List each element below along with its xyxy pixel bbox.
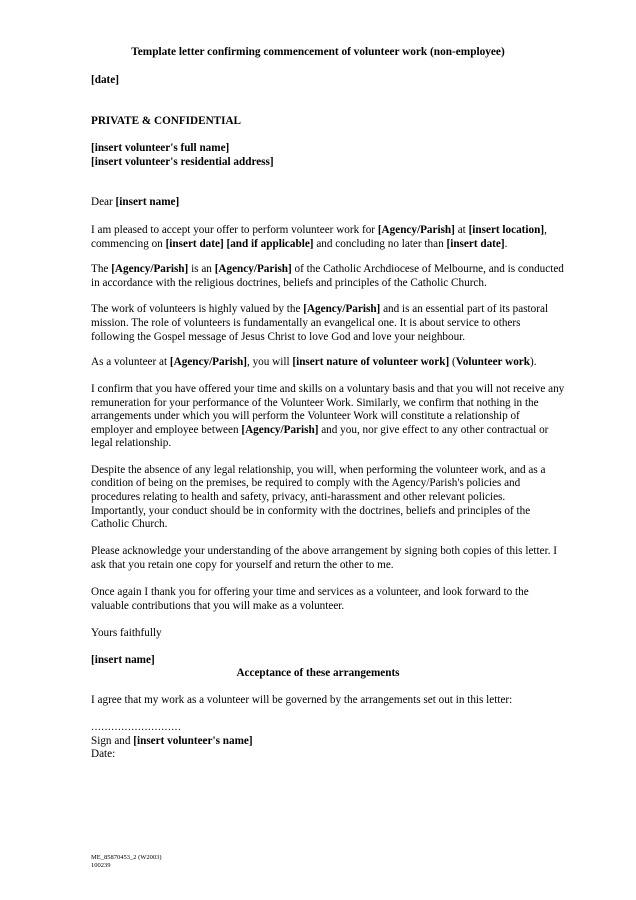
greeting: Dear [insert name] [91, 196, 180, 208]
confidential-label: PRIVATE & CONFIDENTIAL [91, 115, 242, 127]
volunteer-address-placeholder: [insert volunteer's residential address] [91, 156, 274, 168]
date-label: Date: [91, 748, 116, 760]
agree-statement: I agree that my work as a volunteer will be governed by the arrangements set out in this letter: [91, 694, 513, 706]
signer-placeholder: [insert name] [91, 654, 155, 666]
sign-label: Sign and [insert volunteer's name] [91, 735, 253, 747]
letter-page: Template letter confirming commencement of volunteer work (non-employee) [date] PRIVATE & CONFIDENTIAL [insert volunteer's full name] [insert volunteer's residential address] Dear [insert name] I am pleased to accept your offer to perform volunteer work for [Agency/Parish] at [insert location], commencing on [insert date] [and if applicable] and concluding no later than [insert date]. The [Agency/Parish] is an [Agency/Parish] of the Catholic Archdiocese of Melbourne, and is conducted in accordance with the religious doctrines, beliefs and principles of the Catholic Church. The work of volunteers is highly valued by the [Agency/Parish] and is an essential part of its pastoral mission. The role of volunteers is fundamentally an evangelical one. It is about service to others following the Gospel message of Jesus Christ to love God and love your neighbour. As a volunteer at [Agency/Parish], you will [insert nature of volunteer work] (Volunteer work). I confirm that you have offered your time and skills on a voluntary basis and that you will not receive any remuneration for your performance of the Volunteer Work. Similarly, we confirm that nothing in the arrangements under which you will perform the Volunteer Work will constitute a relationship of employer and employee between [Agency/Parish] and you, nor give effect to any other contractual or legal relationship. Despite the absence of any legal relationship, you will, when performing the volunteer work, and as a condition of being on the premises, be required to comply with the Agency/Parish's policies and procedures relating to health and safety, privacy, anti-harassment and other relevant policies. Importantly, your conduct should be in conformity with the doctrines, beliefs and principles of the Catholic Church. Please acknowledge your understanding of the above arrangement by signing both copies of this letter. I ask that you retain one copy for yourself and return the other to me. Once again I thank you for offering your time and services as a volunteer, and look forward to the valuable contributions that you will make as a volunteer. Yours faithfully [insert name] Acceptance of these arrangements I agree that my work as a volunteer will be governed by the arrangements set out in this letter: ……………………… Sign and [insert volunteer's name] Date: ME_85870453_2 (W2003) 100239 [0, 0, 636, 900]
date-placeholder: [date] [91, 74, 119, 86]
closing: Yours faithfully [91, 627, 162, 639]
signature-line: ……………………… [91, 722, 181, 733]
volunteer-name-placeholder: [insert volunteer's full name] [91, 142, 230, 154]
acceptance-heading: Acceptance of these arrangements [236, 667, 400, 679]
footer-reference: ME_85870453_2 (W2003) 100239 [91, 854, 162, 869]
letter-title: Template letter confirming commencement of volunteer work (non-employee) [131, 46, 505, 58]
